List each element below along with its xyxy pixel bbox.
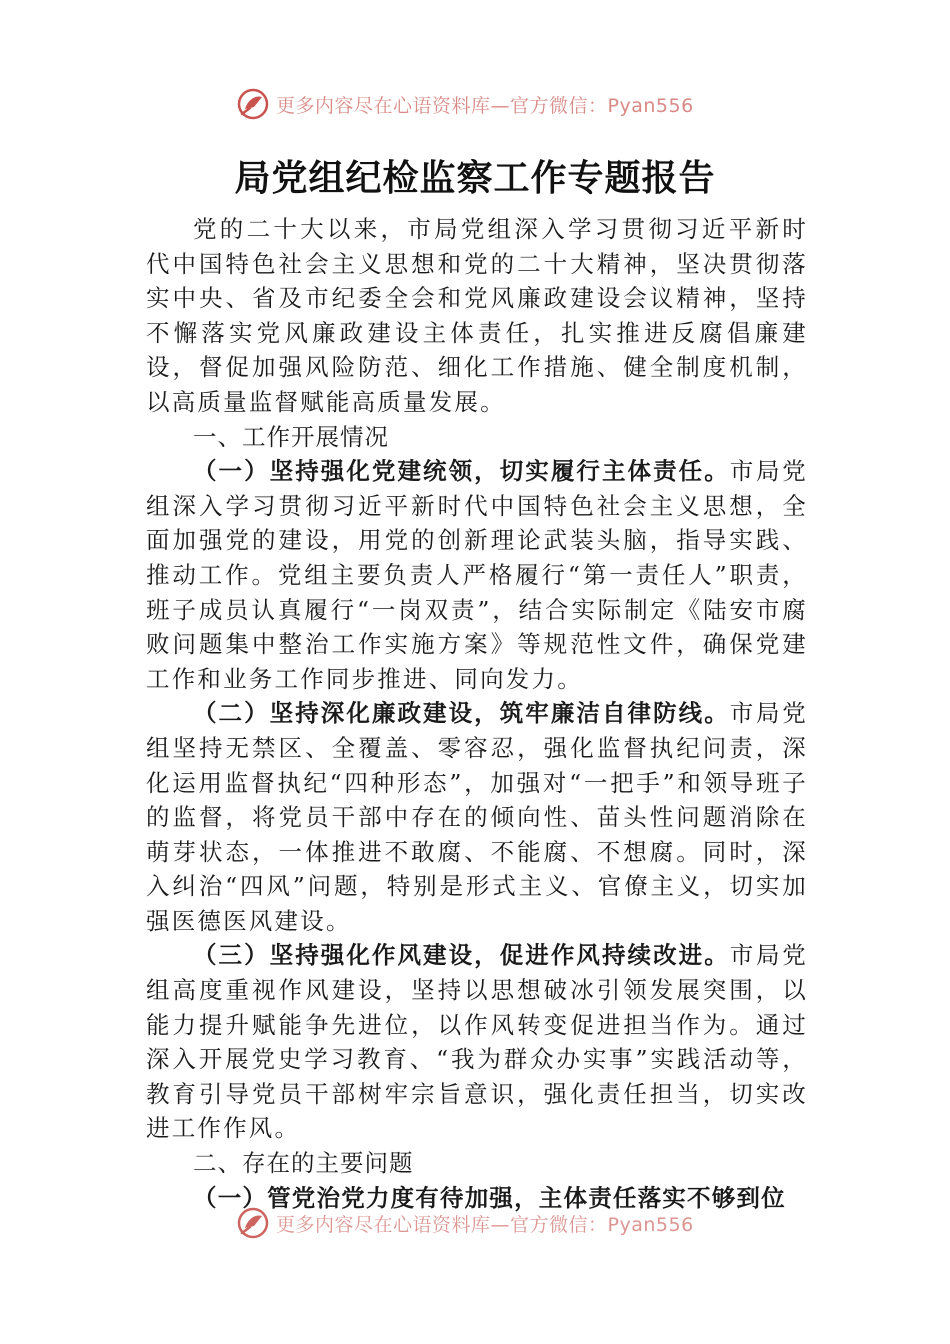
intro-paragraph: 党的二十大以来，市局党组深入学习贯彻习近平新时代中国特色社会主义思想和党的二十大精神，坚决贯彻落实中央、省及市纪委全会和党风廉政建设会议精神，坚持不懈落实党风廉政建设主体责任，扎实推进反腐倡廉建设，督促加强风险防范、细化工作措施、健全制度机制，以高质量监督赋能高质量发展。 [146, 215, 808, 416]
watermark-text: 更多内容尽在心语资料库—官方微信：Pyan556 [276, 94, 694, 117]
watermark-footer [236, 1203, 694, 1243]
section1-item-2 [146, 696, 808, 938]
watermark-text: 更多内容尽在心语资料库—官方微信：Pyan556 [276, 1213, 694, 1236]
section2-item-1: （一）管党治党力度有待加强，主体责任落实不够到位 [193, 1183, 786, 1212]
item-body: 市局党组高度重视作风建设，坚持以思想破冰引领发展突围，以能力提升赋能争先进位，以作风转变促进担当作为。通过深入开展党史学习教育、“我为群众办实事”实践活动等，教育引导党员干部树牢宗旨意识，强化责任担当，切实改进工作作风。 [146, 941, 809, 1143]
section-heading-2: 二、存在的主要问题 [193, 1149, 414, 1178]
writing-hand-logo-icon [236, 1206, 270, 1240]
item-lead: （二）坚持深化廉政建设，筑牢廉洁自律防线。 [193, 699, 730, 728]
section-heading-1: 一、工作开展情况 [193, 422, 389, 451]
watermark-header [236, 84, 694, 124]
document-title: 局党组纪检监察工作专题报告 [234, 157, 716, 199]
document-body [146, 212, 808, 1215]
item-body: 市局党组深入学习贯彻习近平新时代中国特色社会主义思想，全面加强党的建设，用党的创新理论武装头脑，指导实践、推动工作。党组主要负责人严格履行“第一责任人”职责，班子成员认真履行“一岗双责”，结合实际制定《陆安市腐败问题集中整治工作实施方案》等规范性文件，确保党建工作和业务工作同步推进、同向发力。 [146, 457, 809, 693]
item-lead: （一）坚持强化党建统领，切实履行主体责任。 [193, 457, 730, 486]
section1-item-1 [146, 454, 808, 696]
item-body: 市局党组坚持无禁区、全覆盖、零容忍，强化监督执纪问责，深化运用监督执纪“四种形态”，加强对“一把手”和领导班子的监督，将党员干部中存在的倾向性、苗头性问题消除在萌芽状态，一体推进不敢腐、不能腐、不想腐。同时，深入纠治“四风”问题，特别是形式主义、官僚主义，切实加强医德医风建设。 [146, 699, 809, 935]
item-lead: （三）坚持强化作风建设，促进作风持续改进。 [193, 941, 730, 970]
writing-hand-logo-icon [236, 87, 270, 121]
section1-item-3 [146, 938, 808, 1146]
